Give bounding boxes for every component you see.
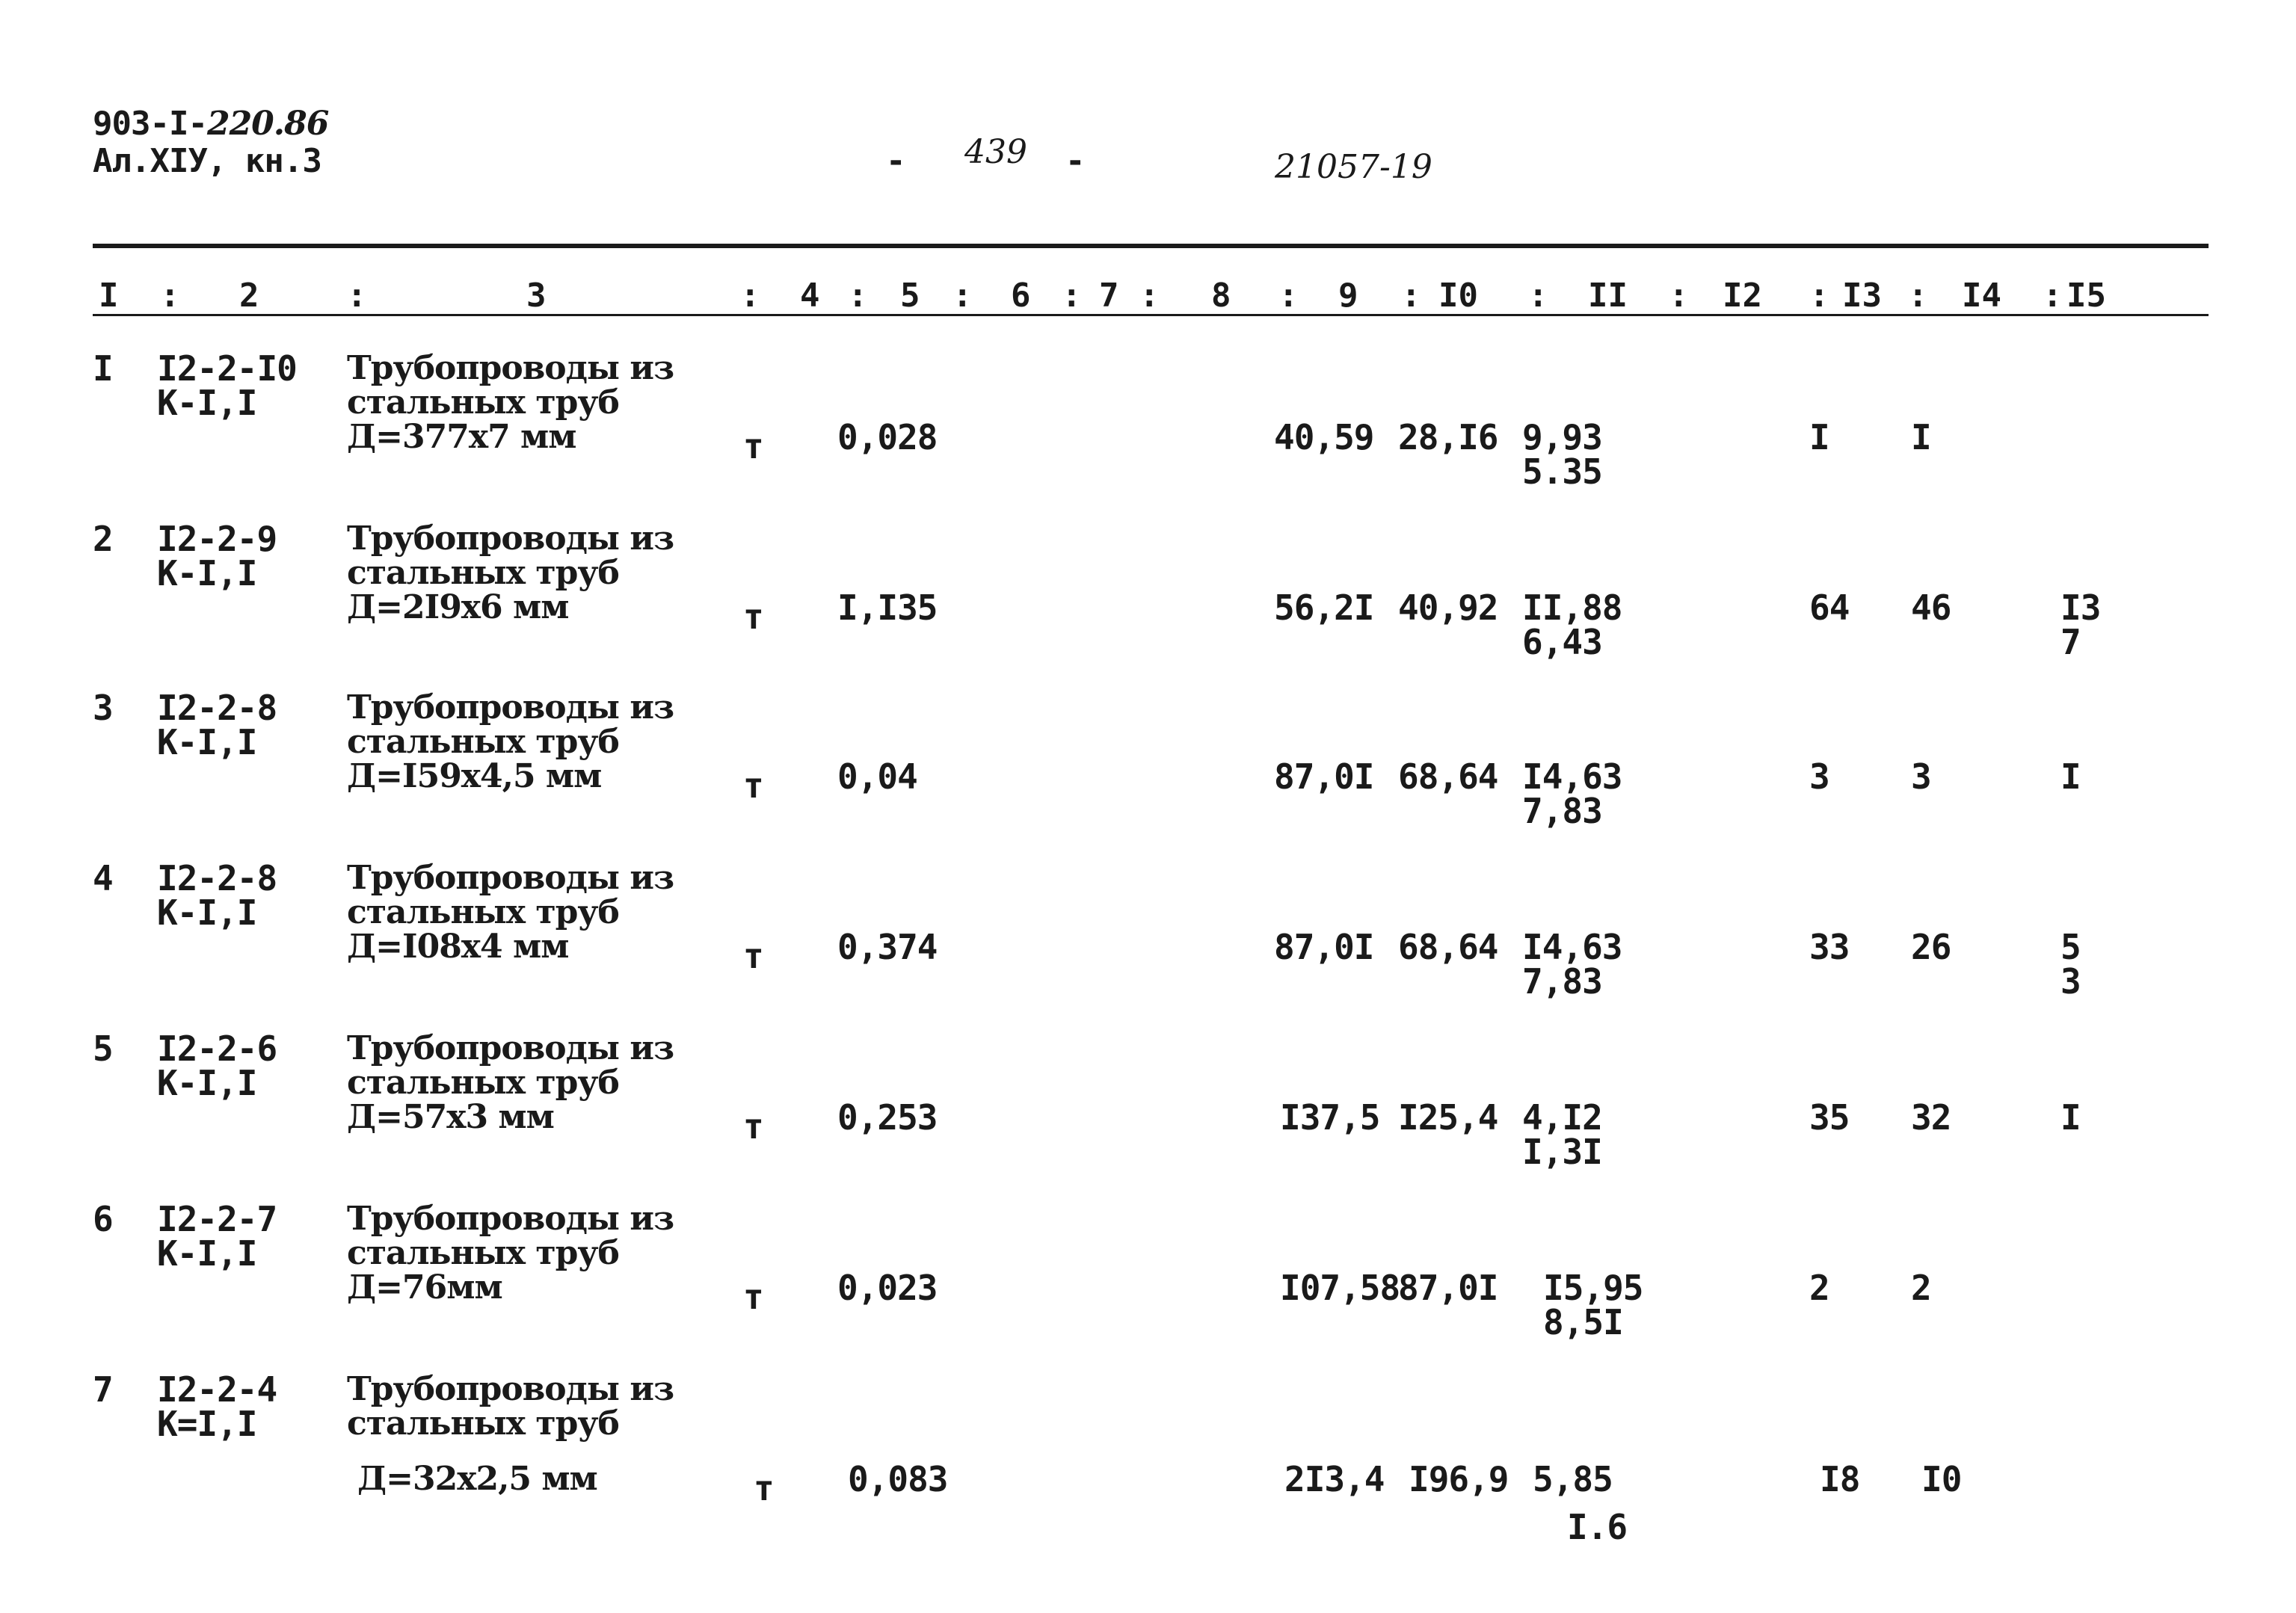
col9-value: I37,5: [1280, 1097, 1380, 1138]
col10-value: 40,92: [1398, 587, 1498, 628]
col11-value-top: II,88: [1522, 587, 1622, 628]
col14-value: 26: [1911, 927, 1951, 967]
col14-value: I: [1911, 417, 1931, 457]
quantity: 0,04: [837, 756, 917, 797]
col-sep: :: [1809, 277, 1829, 315]
item-name-line3: Д=377х7 мм: [347, 418, 576, 456]
col15-value-top: 5: [2060, 927, 2081, 967]
quantity: 0,023: [837, 1268, 938, 1308]
norm-code: I2-2-7: [157, 1199, 277, 1239]
col9-value: 87,0I: [1274, 756, 1374, 797]
item-name-line3: Д=57х3 мм: [347, 1098, 554, 1136]
quantity: 0,083: [848, 1459, 948, 1499]
col11-value-top: I5,95: [1543, 1268, 1643, 1308]
ref-number: 21057-19: [1275, 148, 1432, 186]
col-header-8: 8: [1211, 277, 1231, 315]
unit: т: [743, 1277, 763, 1317]
col11-value-top: I4,63: [1522, 927, 1622, 967]
row-number: 3: [93, 688, 113, 728]
col-sep: :: [1908, 277, 1928, 315]
col10-value: I25,4: [1398, 1097, 1498, 1138]
row-number: I: [93, 348, 113, 389]
item-name-line1: Трубопроводы из: [347, 349, 674, 387]
col-header-14: I4: [1962, 277, 2001, 315]
item-name-line3: Д=I08х4 мм: [347, 928, 569, 966]
row-number: 6: [93, 1199, 113, 1239]
album-label: Ал.XIУ, кн.3: [93, 142, 321, 180]
row-number: 7: [93, 1369, 113, 1410]
unit: т: [754, 1468, 774, 1508]
item-name-line2: стальных труб: [347, 383, 619, 422]
col10-value: 87,0I: [1398, 1268, 1498, 1308]
col15-value-top: I3: [2060, 587, 2101, 628]
unit: т: [743, 426, 763, 466]
col-header-6: 6: [1011, 277, 1031, 315]
unit: т: [743, 765, 763, 806]
col-sep: :: [1669, 277, 1689, 315]
col11-value-top: 5,85: [1533, 1459, 1613, 1499]
col13-value: 35: [1809, 1097, 1850, 1138]
col-sep: :: [740, 277, 760, 315]
norm-code: I2-2-8: [157, 688, 277, 728]
quantity: 0,253: [837, 1097, 938, 1138]
col-header-5: 5: [900, 277, 920, 315]
doc-code: [93, 105, 328, 143]
item-name-line3: Д=32х2,5 мм: [357, 1460, 597, 1498]
item-name-line1: Трубопроводы из: [347, 1370, 674, 1408]
norm-coefficient: К-I,I: [157, 722, 257, 762]
top-rule: [93, 244, 2209, 248]
norm-code: I2-2-9: [157, 519, 277, 559]
col15-value-bottom: 7: [2060, 622, 2081, 662]
col9-value: 87,0I: [1274, 927, 1374, 967]
col-sep: :: [160, 277, 180, 315]
col-header-15: I5: [2066, 277, 2106, 315]
item-name-line3: Д=I59х4,5 мм: [347, 757, 602, 795]
doc-code-handwritten: 220.86: [206, 105, 329, 143]
item-name-line2: стальных труб: [347, 893, 619, 931]
row-number: 5: [93, 1028, 113, 1069]
norm-coefficient: К-I,I: [157, 1063, 257, 1103]
doc-code-printed: 903-I-: [93, 105, 207, 143]
unit: т: [743, 936, 763, 976]
item-name-line2: стальных труб: [347, 1234, 619, 1272]
norm-code: I2-2-I0: [157, 348, 297, 389]
norm-coefficient: К-I,I: [157, 553, 257, 593]
col10-value: I96,9: [1409, 1459, 1509, 1499]
col-sep: :: [1278, 277, 1299, 315]
col10-value: 68,64: [1398, 927, 1498, 967]
item-name-line1: Трубопроводы из: [347, 859, 674, 897]
col14-value: 3: [1911, 756, 1931, 797]
col14-value: 46: [1911, 587, 1951, 628]
col11-value-bottom: 5.35: [1522, 451, 1602, 492]
col-header-13: I3: [1842, 277, 1882, 315]
col-header-3: 3: [526, 277, 547, 315]
norm-code: I2-2-4: [157, 1369, 277, 1410]
quantity: I,I35: [837, 587, 938, 628]
col10-value: 28,I6: [1398, 417, 1498, 457]
item-name-line3: Д=2I9х6 мм: [347, 588, 569, 626]
unit: т: [743, 1106, 763, 1147]
col-sep: :: [1139, 277, 1160, 315]
norm-coefficient: К-I,I: [157, 892, 257, 933]
col-header-2: 2: [239, 277, 259, 315]
col13-value: 33: [1809, 927, 1850, 967]
col-sep: :: [347, 277, 367, 315]
item-name-line2: стальных труб: [347, 1404, 619, 1443]
col11-value-bottom: 6,43: [1522, 622, 1602, 662]
item-name-line1: Трубопроводы из: [347, 519, 674, 558]
col15-value-top: I: [2060, 756, 2081, 797]
col-sep: :: [1528, 277, 1548, 315]
col14-value: I0: [1921, 1459, 1962, 1499]
col-header-11: II: [1588, 277, 1628, 315]
col14-value: 2: [1911, 1268, 1931, 1308]
col13-value: 3: [1809, 756, 1829, 797]
col13-value: 2: [1809, 1268, 1829, 1308]
quantity: 0,374: [837, 927, 938, 967]
col-header-12: I2: [1723, 277, 1762, 315]
col11-value-top: I4,63: [1522, 756, 1622, 797]
unit: т: [743, 596, 763, 637]
item-name-line2: стальных труб: [347, 1064, 619, 1102]
col13-value: 64: [1809, 587, 1850, 628]
col11-value-top: 4,I2: [1522, 1097, 1602, 1138]
col-header-7: 7: [1099, 277, 1119, 315]
item-name-line3: Д=76мм: [347, 1268, 502, 1307]
col-sep: :: [1062, 277, 1082, 315]
item-name-line1: Трубопроводы из: [347, 1200, 674, 1238]
col-header-9: 9: [1338, 277, 1358, 315]
row-number: 4: [93, 858, 113, 898]
col-header-4: 4: [800, 277, 820, 315]
col-header-1: I: [99, 277, 119, 315]
col9-value: I07,58: [1280, 1268, 1400, 1308]
col15-value-bottom: 3: [2060, 961, 2081, 1002]
norm-coefficient: К=I,I: [157, 1404, 257, 1444]
col11-value-bottom: 7,83: [1522, 961, 1602, 1002]
col11-value-bottom: I.6: [1567, 1507, 1628, 1547]
page-number-prefix: -: [886, 142, 905, 180]
col-sep: :: [848, 277, 868, 315]
col11-value-top: 9,93: [1522, 417, 1602, 457]
col13-value: I: [1809, 417, 1829, 457]
item-name-line1: Трубопроводы из: [347, 688, 674, 727]
quantity: 0,028: [837, 417, 938, 457]
page-number: 439: [964, 133, 1027, 171]
col-sep: :: [952, 277, 973, 315]
col10-value: 68,64: [1398, 756, 1498, 797]
item-name-line1: Трубопроводы из: [347, 1029, 674, 1067]
col9-value: 2I3,4: [1284, 1459, 1385, 1499]
col-header-10: I0: [1438, 277, 1478, 315]
col9-value: 40,59: [1274, 417, 1374, 457]
norm-code: I2-2-6: [157, 1028, 277, 1069]
col-sep: :: [1401, 277, 1421, 315]
col11-value-bottom: I,3I: [1522, 1132, 1602, 1172]
norm-code: I2-2-8: [157, 858, 277, 898]
col9-value: 56,2I: [1274, 587, 1374, 628]
col15-value-top: I: [2060, 1097, 2081, 1138]
col11-value-bottom: 7,83: [1522, 791, 1602, 831]
item-name-line2: стальных труб: [347, 554, 619, 592]
row-number: 2: [93, 519, 113, 559]
page-number-suffix: -: [1065, 142, 1085, 180]
norm-coefficient: К-I,I: [157, 383, 257, 423]
item-name-line2: стальных труб: [347, 723, 619, 761]
col11-value-bottom: 8,5I: [1543, 1302, 1623, 1342]
col-sep: :: [2043, 277, 2063, 315]
col14-value: 32: [1911, 1097, 1951, 1138]
col13-value: I8: [1820, 1459, 1860, 1499]
norm-coefficient: К-I,I: [157, 1233, 257, 1274]
